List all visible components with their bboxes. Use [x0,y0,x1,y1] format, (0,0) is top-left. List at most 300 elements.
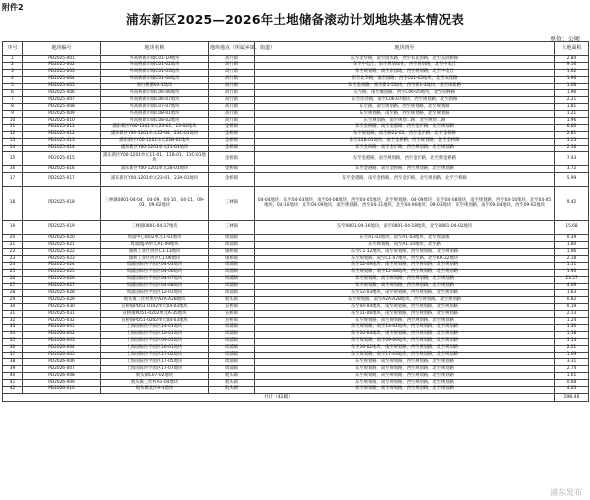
row-no: 25 [3,269,23,276]
row-name: 康桥工业区西区C1-13地块 [101,249,209,256]
row-name: 外高桥新市镇C06-06地块 [101,90,209,97]
row-area: 1.09 [555,352,589,359]
row-location: 周浦镇 [209,338,255,345]
row-code: PD2026-010 [23,386,101,393]
row-bounds: 东至规划路，南至12-08地块，西至规划路，北至规划路 [255,269,555,276]
row-area: 2.21 [555,97,589,104]
row-location: 周浦镇 [209,276,255,283]
row-bounds: 东至规划路，南至17-03地块，西至规划路，北至规划路 [255,352,555,359]
row-area: 1.11 [555,262,589,269]
row-location: 高行镇 [209,56,255,63]
row-no: 30 [3,304,23,311]
row-no: 13 [3,138,23,145]
row-location: 高行镇 [209,69,255,76]
row-location: 周浦镇 [209,242,255,249]
row-area: 5.99 [555,173,589,187]
row-bounds: 东至规划路，南至规划路，西至规划路，北至规划路 [255,283,555,290]
row-code: PD2025-009 [23,111,101,118]
table-row [3,283,589,290]
row-location: 周浦镇 [209,359,255,366]
row-bounds: 东至规划路，南至路22-05，西至金沪路，北至金桥路 [255,131,555,138]
table-row [3,90,589,97]
row-no: 31 [3,311,23,318]
row-name: 外高桥新市镇C08-02地块 [101,118,209,125]
row-location: 高行镇 [209,111,255,118]
row-bounds: 东至22B-01地块，南至金桥路，西至规划路，北至金桥路 [255,138,555,145]
table-row [3,62,589,69]
row-bounds: 东至11-06地块，南至规划路，西至规划路，北至规划路 [255,311,555,318]
row-location: 周浦镇 [209,352,255,359]
row-bounds: 东至规划路，南至规划路，西至规划路，北至规划路 [255,318,555,325]
table-row [3,338,589,345]
table-row [3,138,589,145]
row-area: 1.63 [555,290,589,297]
row-name: 周浦国际医学园区04-07地块 [101,276,209,283]
row-location: 金桥镇 [209,138,255,145]
row-bounds: 东至规划路，南至09-06地块，西至规划路，北至规划路 [255,338,555,345]
row-code: PD2026-006 [23,359,101,366]
row-no: 28 [3,290,23,297]
table-row [3,187,589,221]
header-no: 序号 [3,42,23,56]
row-name: 周浦中心镇02单元1-01地块 [101,235,209,242]
row-bounds: 东至规划路，南至路，西至规划路，北至规划路 [255,111,555,118]
row-name: 三林镇0801-04-17地块 [101,221,209,235]
row-area: 2.56 [555,145,589,152]
row-area: 1.30 [555,324,589,331]
row-code: PD2025-001 [23,56,101,63]
row-area: 3.23 [555,138,589,145]
row-name: 上海国际医学园区10-01地块 [101,331,209,338]
row-code: PD2025-013 [23,138,101,145]
row-code: PD2026-005 [23,352,101,359]
row-name: 周浦国际医学园区04-06地块 [101,269,209,276]
table-row [3,166,589,173]
row-name: 浦东新区Y00-1201单元11-01、11B-01、11C-01地块 [101,152,209,166]
row-code: PD2025-024 [23,262,101,269]
row-area: 1.96 [555,76,589,83]
row-bounds: 东至规划路，南至东园地，西至规划路，北至中电江 [255,69,555,76]
row-code: PD2025-014 [23,145,101,152]
row-location: 康桥镇 [209,249,255,256]
row-code: PD2025-008 [23,104,101,111]
row-code: PD2025-029 [23,297,101,304]
row-bounds: 东至规划路，南至C1-07地块，西至路，北至KR-22地块 [255,256,555,263]
row-bounds: 东至洋泾路，南至C06-07地块，西至规划路，北至新路 [255,97,555,104]
row-location: 金桥镇 [209,173,255,187]
row-bounds: 东至规划路，南至规划路，西至规划路，北至规划路 [255,380,555,387]
table-total-row [3,393,589,401]
row-name: 浦东新区Y00-1201单元21-01地块 [101,145,209,152]
row-code: PD2025-015 [23,152,101,166]
row-location: 金桥镇 [209,124,255,131]
table-row [3,145,589,152]
row-no: 12 [3,131,23,138]
row-no: 29 [3,297,23,304]
land-parcel-table [2,41,589,402]
row-area: 2.84 [555,56,589,63]
row-bounds: 东至04-04地块，南至规划路，西至规划路，北至规划路 [255,304,555,311]
row-bounds: 东至0801-04-16地块，南至0801-04-18地块，北至0801-04-02地块 [255,221,555,235]
row-no: 22 [3,249,23,256]
row-no: 42 [3,386,23,393]
row-bounds: 东至规划路，南至规划路，西至规划路，北至规划路 [255,373,555,380]
row-no: 40 [3,373,23,380]
row-location: 周浦镇 [209,331,255,338]
row-location: 周浦镇 [209,283,255,290]
row-code: PD2026-003 [23,338,101,345]
table-row [3,366,589,373]
row-location: 宣桥镇 [209,311,255,318]
row-no: 27 [3,283,23,290]
row-code: PD2025-007 [23,97,101,104]
row-code: PD2026-008 [23,373,101,380]
row-area: 1.62 [555,69,589,76]
row-location: 周浦镇 [209,262,255,269]
row-location: 周浦镇 [209,269,255,276]
row-area: 1.24 [555,318,589,325]
row-code: PD2025-025 [23,269,101,276]
table-row [3,97,589,104]
table-row [3,235,589,242]
table-row [3,262,589,269]
table-row [3,386,589,393]
row-no: 38 [3,359,23,366]
row-code: PD2026-004 [23,345,101,352]
row-area: 4.09 [555,283,589,290]
table-row [3,56,589,63]
row-location: 周浦镇 [209,345,255,352]
header-location: 地块地点（所属乡镇、街道） [209,42,255,56]
row-no: 5 [3,83,23,90]
row-code: PD2025-031 [23,311,101,318]
row-no: 9 [3,111,23,118]
row-name: 外高桥新市镇C01-19地块 [101,56,209,63]
row-code: PD2025-010 [23,118,101,125]
row-name: 周浦国际医学园区12-01地块 [101,290,209,297]
row-area: 9.16 [555,62,589,69]
row-area: 2.74 [555,366,589,373]
row-area: 1.21 [555,111,589,118]
row-name: 航头镇三灶村A1-04地块 [101,380,209,387]
row-no: 41 [3,380,23,387]
row-location: 金桥镇 [209,152,255,166]
row-code: PD2025-021 [23,242,101,249]
table-row [3,76,589,83]
row-location: 宣桥镇 [209,304,255,311]
row-area: 0.82 [555,297,589,304]
table-row [3,352,589,359]
table-row [3,131,589,138]
row-code: PD2025-022 [23,249,101,256]
table-row [3,311,589,318]
table-row [3,69,589,76]
header-bounds: 地块四至 [255,42,555,56]
row-name: 宣桥镇PD51-0202单元A-35地块 [101,311,209,318]
row-area: 6.60 [555,124,589,131]
row-location: 高行镇 [209,104,255,111]
row-code: PD2026-007 [23,366,101,373]
attachment-label: 附件2 [2,3,24,12]
row-area: 1.81 [555,104,589,111]
table-row [3,111,589,118]
row-area: 4.03 [555,386,589,393]
row-bounds: 东至规划路，南至规划二路，北至规划二路 [255,118,555,125]
row-no: 3 [3,69,23,76]
table-row [3,276,589,283]
header-area: 土地面积 [555,42,589,56]
unit-label: 单位：公顷 [549,36,580,43]
row-name: 上海国际医学园区17-02地块 [101,352,209,359]
row-no: 34 [3,331,23,338]
row-code: PD2026-009 [23,380,101,387]
row-area: 1.80 [555,242,589,249]
row-code: PD2025-028 [23,290,101,297]
row-no: 6 [3,90,23,97]
row-location: 三林镇 [209,187,255,221]
row-bounds: 东至12-09地块，南至规划路，西至规划路，北至规划路 [255,262,555,269]
row-location: 康桥镇 [209,256,255,263]
total-area: 198.46 [555,393,589,401]
table-row [3,83,589,90]
row-bounds: 东至C1-12地块，南至规划路，西至规划路，北至规划路 [255,249,555,256]
row-location: 高行镇 [209,97,255,104]
row-no: 8 [3,104,23,111]
row-name: 外高桥新市镇C08-01地块 [101,111,209,118]
row-code: PD2026-002 [23,331,101,338]
table-row [3,318,589,325]
row-code: PD2025-003 [23,69,101,76]
row-no: 24 [3,262,23,269]
row-bounds: 东至规划路，南至规划路，西至规划路，北至规划路 [255,366,555,373]
row-location: 高行镇 [209,118,255,125]
row-name: 外高桥新市镇C01-04地块 [101,76,209,83]
row-name: 康桥工业区西区C1-06地块 [101,256,209,263]
row-bounds: 东至A1-02地块，南至A1-03地块，北至周浦地 [255,235,555,242]
row-code: PD2025-006 [23,90,101,97]
row-no: 26 [3,276,23,283]
row-bounds: 东至规划路，南至规划路，西至规划路，北至规划路 [255,386,555,393]
row-name: 上海国际医学园区17-05地块 [101,359,209,366]
row-no: 14 [3,145,23,152]
watermark-logo: 浦东发布 [550,488,582,497]
row-bounds: 东至规划路，南至A2A-A2B地块，西至规划路，北至规划路 [255,297,555,304]
row-location: 高行镇 [209,76,255,83]
row-code: PD2025-020 [23,235,101,242]
row-location: 周浦镇 [209,366,255,373]
table-row [3,124,589,131]
table-row [3,242,589,249]
row-bounds: 东至规划路，南至规划路，西至规划路，北至规划路 [255,276,555,283]
row-no: 10 [3,118,23,125]
row-location: 高行镇 [209,90,255,97]
row-name: 浦东新区Y00-1201单元23-01、23A-01地块 [101,173,209,187]
row-no: 1 [3,56,23,63]
row-no: 15 [3,152,23,166]
row-name: 浦东新区Y00-1201单元23-01、23-02地块 [101,124,209,131]
row-name: 三林镇0801-04-04、04-09、04-10、04-11、09-03、09-02地块 [101,187,209,221]
row-area: 1.90 [555,269,589,276]
row-no: 39 [3,366,23,373]
row-location: 航头镇 [209,373,255,380]
header-name: 地块名称 [101,42,209,56]
row-area: 1.96 [555,249,589,256]
row-code: PD2025-012 [23,131,101,138]
row-no: 17 [3,173,23,187]
row-location: 航头镇 [209,297,255,304]
row-location: 周浦镇 [209,324,255,331]
table-row [3,152,589,166]
table-row [3,380,589,387]
row-bounds: 东至金高路，南至新1-5地块，西至新1-3地块，北至南新路 [255,83,555,90]
row-name: 航头镇北区A-1地块 [101,386,209,393]
row-name: 浦东新区Y00-1201单元22-04、23C-01地块 [101,131,209,138]
row-bounds: 东至北华路，南至园农路，西至农花园路，北至东园桥路 [255,56,555,63]
row-area: 1.01 [555,373,589,380]
row-location: 金桥镇 [209,145,255,152]
row-name: 上海国际医学园区09-05地块 [101,338,209,345]
row-name: 上海国际医学园区17-07地块 [101,366,209,373]
table-row [3,297,589,304]
row-no: 36 [3,345,23,352]
row-bounds: 东至金桥路，南至金沪路，西至规划路，北至规划路 [255,145,555,152]
row-bounds: 东至金港路，南至规划路，西至金沪路，北至新金桥路 [255,152,555,166]
row-location: 三林镇 [209,221,255,235]
row-name: 上海国际医学园区16-01地块 [101,345,209,352]
row-name: 外高桥新市镇C01-02地块 [101,62,209,69]
row-bounds: 东至中电江，南至规划绿化，西至规划路，北至中电江 [255,62,555,69]
table-row [3,249,589,256]
row-bounds: 东至规划路，南至14-02地块，西至规划路，北至规划路 [255,324,555,331]
row-no: 11 [3,124,23,131]
row-bounds: 东至12-03地块，南至规划路，西至规划路，北至规划路 [255,290,555,297]
row-area: 2.18 [555,256,589,263]
row-no: 33 [3,324,23,331]
row-code: PD2025-023 [23,256,101,263]
row-no: 19 [3,221,23,235]
document-title: 浦东新区2025—2026年土地储备滚动计划地块基本情况表 [126,12,464,27]
row-no: 37 [3,352,23,359]
row-name: 航头镇C07-02地块 [101,373,209,380]
row-area: 1.96 [555,90,589,97]
row-name: 宣桥镇PD51-0202单元04-03地块 [101,318,209,325]
row-location: 高行镇 [209,83,255,90]
row-area: 2.21 [555,345,589,352]
row-area: 3.31 [555,359,589,366]
row-name: 浦东新区Y00-1201单元28-01地块 [101,166,209,173]
row-area: 1.06 [555,83,589,90]
row-name: 外高桥新市镇C01-03地块 [101,69,209,76]
row-no: 20 [3,235,23,242]
row-area: 23.57 [555,276,589,283]
row-location: 金桥镇 [209,131,255,138]
row-location: 宣桥镇 [209,318,255,325]
table-row [3,256,589,263]
row-location: 航头镇 [209,386,255,393]
row-code: PD2025-017 [23,173,101,187]
row-bounds: 东至金港路，南至金桥路，西至规划路，北至规划路 [255,166,555,173]
header-code: 地块编号 [23,42,101,56]
row-bounds: 东至路，南至规划路，西至规划路，北至规划路 [255,104,555,111]
row-name: 高行桥港01-1地块 [101,83,209,90]
row-code: PD2025-026 [23,276,101,283]
row-bounds: 东至路，南至城园路，西至C06-05地块，北至园林路 [255,90,555,97]
row-no: 32 [3,318,23,325]
row-name: 外高桥新市镇C06-07地块 [101,97,209,104]
row-no: 35 [3,338,23,345]
row-bounds: 东至金桥路，南至金港路，西至金沪路，北至规划路 [255,124,555,131]
row-bounds: 东至规划路，南至规划路，西至规划路，北至规划路 [255,359,555,366]
total-label: 共计（42幅） [3,393,555,401]
row-name: 宣桥镇PD51-0102单元04-03地块 [101,304,209,311]
row-bounds: 04-04地块：东至04-03地块，南至04-08地块，西至04-05地块，北至规划路；04-09地块：东至04-08地块，南至规划路，西至04-10地块，北至04-05地块；04-10地块：东至04-09地块，南至规划路，西至04-11地块，北至04-06地块；09-03地块：东至规划路，南至09-04地块，西至09-02地块 [255,187,555,221]
row-name: 上海国际医学园区14-01地块 [101,324,209,331]
row-code: PD2025-019 [23,221,101,235]
row-name: 周浦镇J-A单元A1-09地块 [101,242,209,249]
row-code: PD2026-001 [23,324,101,331]
row-code: PD2025-027 [23,283,101,290]
table-row [3,373,589,380]
row-no: 7 [3,97,23,104]
row-bounds: 东至金港路，南至金桥路，西至金沪路，北至规划路，北至宁桥路 [255,173,555,187]
row-code: PD2025-011 [23,124,101,131]
row-area: 3.72 [555,166,589,173]
table-row [3,359,589,366]
row-bounds: 东至10-04地块，南至规划路，西至规划路，北至规划路 [255,331,555,338]
row-area: 0.68 [555,380,589,387]
row-name: 航头镇三灶村集中A2A-A2B地块 [101,297,209,304]
row-area: 9.42 [555,187,589,221]
table-row [3,118,589,125]
row-location: 航头镇 [209,380,255,387]
row-no: 16 [3,166,23,173]
table-row [3,331,589,338]
table-row [3,269,589,276]
row-area: 1.58 [555,331,589,338]
row-area: 0.39 [555,235,589,242]
table-row [3,221,589,235]
row-name: 外高桥新市镇C07-07地块 [101,104,209,111]
row-area: 7.43 [555,152,589,166]
row-bounds: 东至北华路，南至园路，西至C01-05地块，北至农花路 [255,76,555,83]
row-bounds: 东至规划路，南至A1-10地块，北至路 [255,242,555,249]
row-bounds: 东至16-02地块，南至规划路，西至规划路，北至规划路 [255,345,555,352]
row-code: PD2025-030 [23,304,101,311]
row-location: 金桥镇 [209,166,255,173]
row-code: PD2025-032 [23,318,101,325]
row-code: PD2025-005 [23,83,101,90]
row-code: PD2025-016 [23,166,101,173]
table-row [3,324,589,331]
table-row [3,304,589,311]
row-area: 2.81 [555,131,589,138]
row-name: 浦东新区Y00-1201单元22B-01地块 [101,138,209,145]
row-area: 1.96 [555,118,589,125]
row-code: PD2025-004 [23,76,101,83]
row-area: 0.19 [555,304,589,311]
row-location: 周浦镇 [209,235,255,242]
row-code: PD2025-002 [23,62,101,69]
row-area: 2.13 [555,311,589,318]
row-area: 15.68 [555,221,589,235]
row-code: PD2025-018 [23,187,101,221]
table-row [3,173,589,187]
table-row [3,290,589,297]
table-row [3,345,589,352]
table-header-row [3,42,589,56]
row-location: 高行镇 [209,62,255,69]
row-no: 23 [3,256,23,263]
